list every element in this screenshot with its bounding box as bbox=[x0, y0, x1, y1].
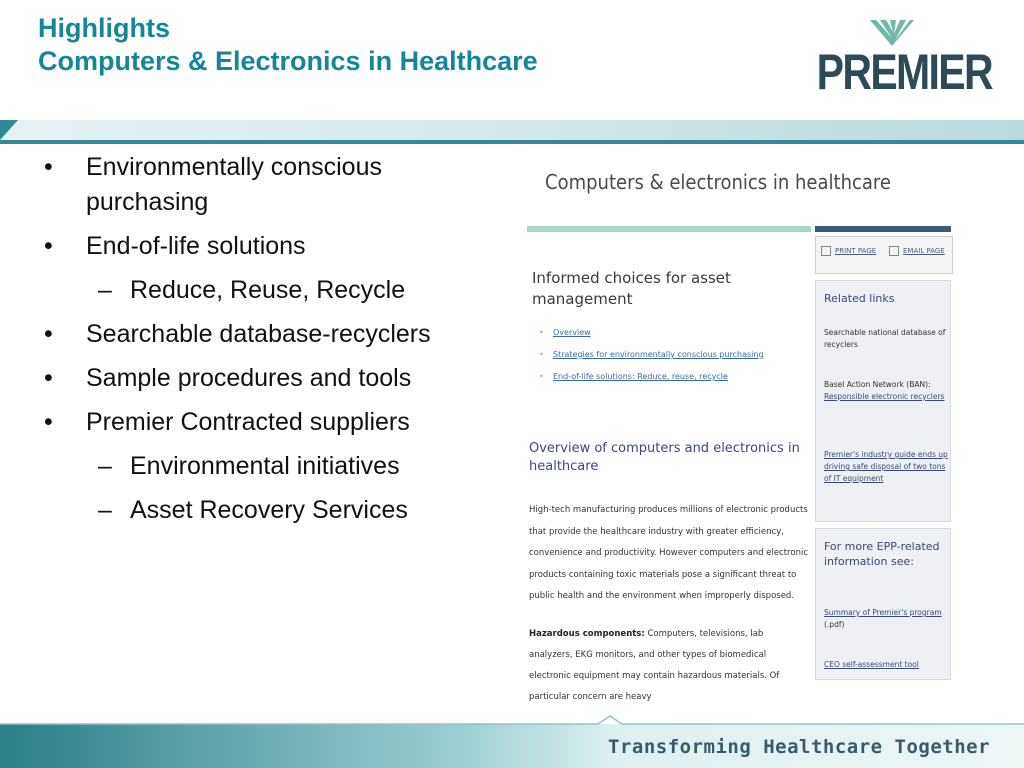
bullet-marker: • bbox=[44, 364, 53, 392]
bullet-list bbox=[40, 150, 510, 537]
bullet-text: Reduce, Reuse, Recycle bbox=[130, 276, 406, 304]
hazardous-body: Computers, televisions, lab analyzers, EKG monitors, and other types of biomedical electronic equipment may contain hazardous materials. Of particular concern are heavy bbox=[529, 629, 780, 702]
bullet-item bbox=[40, 361, 510, 396]
related-links-heading: Related links bbox=[824, 292, 895, 305]
epp-summary-suffix: (.pdf) bbox=[824, 620, 845, 629]
embedded-webpage-screenshot bbox=[527, 150, 951, 702]
bullet-text: Sample procedures and tools bbox=[86, 364, 412, 392]
related-text-recyclers: Searchable national database of recyclers bbox=[824, 328, 946, 349]
webpage-rule-right bbox=[815, 226, 951, 232]
webpage-link-list bbox=[539, 328, 764, 381]
related-link-industry-guide[interactable]: Premier's industry guide ends up driving safe disposal of two tons of IT equipment bbox=[824, 450, 948, 483]
related-links-panel bbox=[815, 280, 951, 522]
envelope-icon bbox=[889, 246, 899, 256]
slide-header bbox=[0, 0, 1024, 118]
webpage-overview-heading: Overview of computers and electronics in healthcare bbox=[529, 441, 800, 474]
slide-title bbox=[38, 12, 538, 78]
link-end-of-life-label: End-of-life solutions: Reduce, reuse, recycle bbox=[553, 372, 728, 381]
sub-bullet-item bbox=[40, 449, 510, 484]
bullet-text: Environmental initiatives bbox=[130, 452, 400, 480]
webpage-rule-left bbox=[527, 226, 811, 232]
epp-info-panel bbox=[815, 528, 951, 680]
header-band bbox=[0, 118, 1024, 144]
print-page-label: PRINT PAGE bbox=[835, 247, 877, 255]
webpage-main-heading: Informed choices for asset management bbox=[532, 269, 731, 308]
epp-info-heading: For more EPP-related information see: bbox=[824, 540, 940, 568]
bullet-dot-icon: • bbox=[539, 328, 544, 337]
print-page-link[interactable] bbox=[821, 246, 876, 256]
link-overview[interactable] bbox=[539, 328, 764, 337]
epp-summary-link[interactable]: Summary of Premier's program bbox=[824, 608, 942, 617]
bullet-text: Asset Recovery Services bbox=[130, 496, 408, 524]
sub-bullet-item bbox=[40, 273, 510, 308]
bullet-item bbox=[40, 229, 510, 264]
webpage-overview-body: High-tech manufacturing produces millions of electronic products that provide the healthcare industry with greater efficiency, convenience and productivity. However computers and electronic products containing toxic materials pose a significant threat to public health and the environment when improperly disposed. bbox=[529, 505, 808, 601]
bullet-text: Premier Contracted suppliers bbox=[86, 408, 410, 436]
sub-bullet-marker: – bbox=[98, 496, 112, 524]
epp-summary-row bbox=[824, 607, 950, 631]
link-strategies-label: Strategies for environmentally conscious purchasing bbox=[553, 350, 764, 359]
hazardous-label: Hazardous components: bbox=[529, 629, 645, 639]
webpage-title: Computers & electronics in healthcare bbox=[545, 170, 891, 194]
title-line-1: Highlights bbox=[38, 13, 170, 43]
bullet-marker: • bbox=[44, 232, 53, 260]
premier-logo bbox=[800, 20, 992, 100]
footer-tagline: Transforming Healthcare Together bbox=[608, 736, 991, 758]
printer-icon bbox=[821, 246, 831, 256]
email-page-label: EMAIL PAGE bbox=[903, 247, 945, 255]
bullet-text: End-of-life solutions bbox=[86, 232, 306, 260]
bullet-text: Searchable database-recyclers bbox=[86, 320, 431, 348]
bullet-dot-icon: • bbox=[539, 350, 544, 359]
bullet-item bbox=[40, 317, 510, 352]
bullet-dot-icon: • bbox=[539, 372, 544, 381]
sub-bullet-marker: – bbox=[98, 276, 112, 304]
link-end-of-life[interactable] bbox=[539, 372, 764, 381]
bullet-marker: • bbox=[44, 320, 53, 348]
bullet-item bbox=[40, 405, 510, 440]
bullet-text: Environmentally conscious purchasing bbox=[86, 153, 382, 216]
related-link-recyclers[interactable]: Responsible electronic recyclers bbox=[824, 392, 945, 401]
sub-bullet-marker: – bbox=[98, 452, 112, 480]
title-line-2: Computers & Electronics in Healthcare bbox=[38, 46, 538, 76]
bullet-marker: • bbox=[44, 408, 53, 436]
related-text-ban: Basel Action Network (BAN): bbox=[824, 380, 931, 389]
ceo-tool-link[interactable]: CEO self-assessment tool bbox=[824, 660, 919, 669]
logo-text: PREMIER bbox=[816, 44, 992, 100]
email-page-link[interactable] bbox=[889, 246, 945, 256]
link-overview-label: Overview bbox=[553, 328, 591, 337]
sub-bullet-item bbox=[40, 493, 510, 528]
bullet-item bbox=[40, 150, 510, 220]
link-strategies[interactable] bbox=[539, 350, 764, 359]
webpage-hazardous-paragraph bbox=[529, 624, 809, 708]
bullet-marker: • bbox=[44, 153, 53, 181]
